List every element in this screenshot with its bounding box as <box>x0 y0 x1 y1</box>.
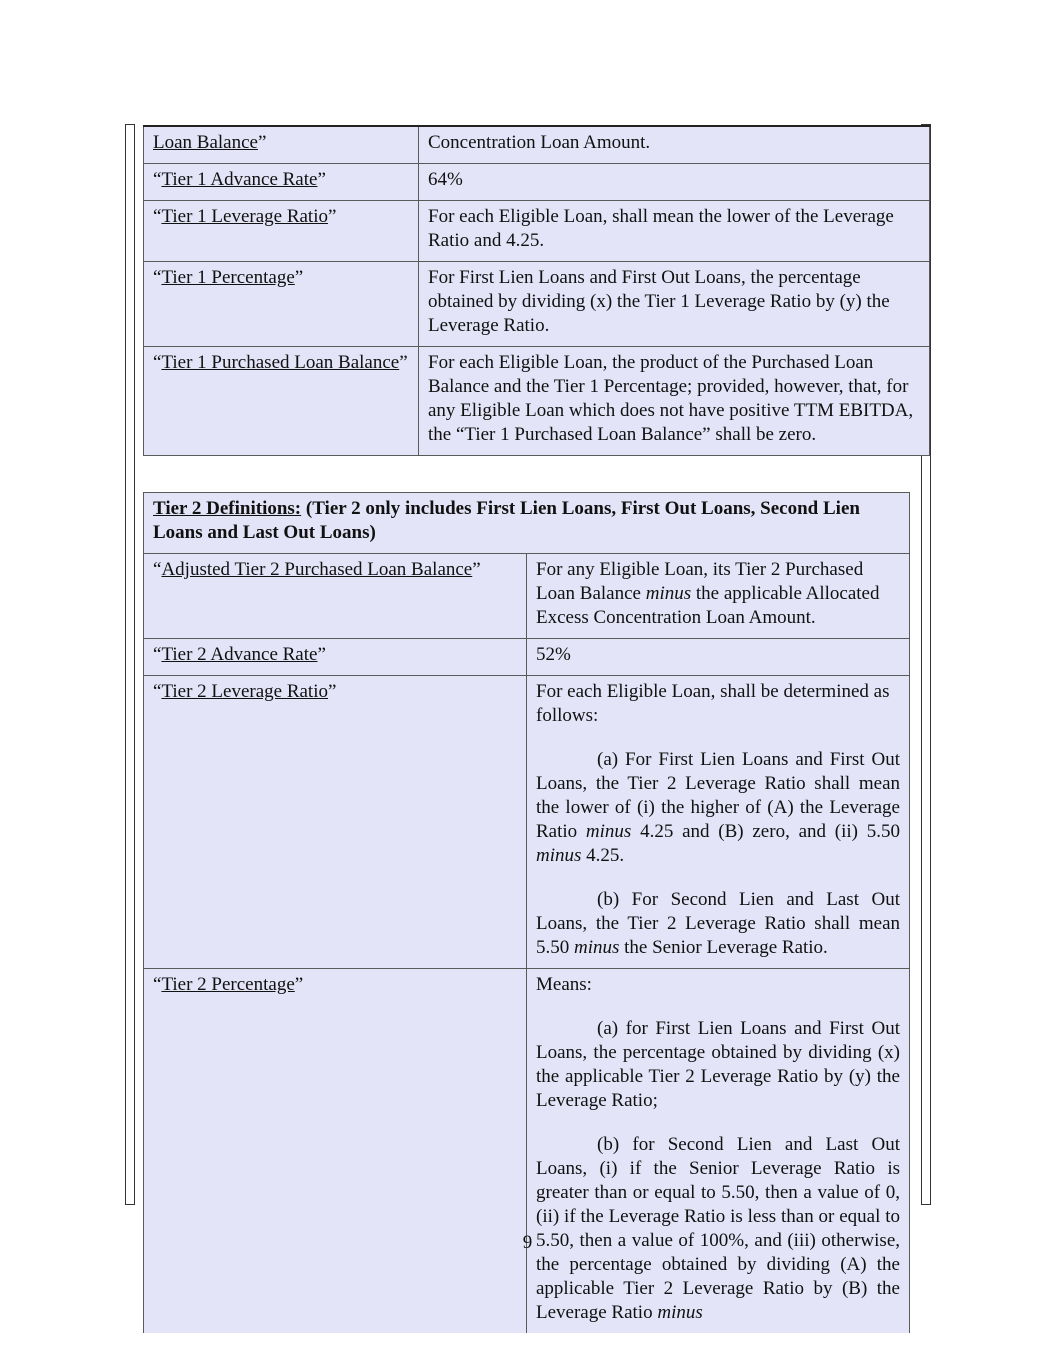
definition-clause-a: (a) for First Lien Loans and First Out Loans, the percentage obtained by dividing (x) the applicable Tier 2 Leverage Ratio by (y) the Leverage Ratio; <box>536 1018 900 1111</box>
tier2-header-note: (Tier 2 only includes First Lien Loans, First Out Loans, Second Lien Loans and Last Out Loans) <box>153 498 860 543</box>
table-row <box>144 969 910 1334</box>
term-cell: “Tier 1 Purchased Loan Balance” <box>144 347 419 456</box>
definition-cell: 64% <box>419 164 930 201</box>
definition-cell: For First Lien Loans and First Out Loans, the percentage obtained by dividing (x) the Tier 1 Leverage Ratio by (y) the Leverage Ratio. <box>419 262 930 347</box>
tier2-header-title: Tier 2 Definitions: <box>153 498 302 519</box>
tier2-header <box>144 493 910 554</box>
definition-intro: For each Eligible Loan, shall be determined as follows: <box>536 681 890 726</box>
definition-cell: 52% <box>527 639 910 676</box>
term-link: Loan Balance <box>153 132 258 153</box>
table-row <box>144 347 930 456</box>
term-link: Tier 2 Advance Rate <box>161 644 318 665</box>
definition-clause-b: (b) for Second Lien and Last Out Loans, (i) if the Senior Leverage Ratio is greater than or equal to 5.50, then a value of 0, (ii) if the Leverage Ratio is less than or equal to 5.50, then a value of 100%, and (iii) otherwise, the percentage obtained by dividing (A) the applicable Tier 2 Leverage Ratio by (B) the Leverage Ratio minus <box>536 1134 900 1323</box>
tier2-definitions-table <box>143 492 910 1333</box>
term-link: Tier 1 Leverage Ratio <box>161 206 328 227</box>
term-link: Tier 1 Advance Rate <box>161 169 318 190</box>
definition-cell: For each Eligible Loan, the product of the Purchased Loan Balance and the Tier 1 Percentage; provided, however, that, for any Eligible Loan which does not have positive TTM EBITDA, the “Tier 1 Purchased Loan Balance” shall be zero. <box>419 347 930 456</box>
table-row <box>144 126 930 164</box>
table-row <box>144 262 930 347</box>
page-number: 9 <box>522 1232 533 1253</box>
definition-intro: Means: <box>536 974 592 995</box>
table-row <box>144 639 910 676</box>
definition-cell: For each Eligible Loan, shall mean the lower of the Leverage Ratio and 4.25. <box>419 201 930 262</box>
definition-cell: Concentration Loan Amount. <box>419 126 930 164</box>
term-cell: “Adjusted Tier 2 Purchased Loan Balance” <box>144 554 527 639</box>
term-cell: “Tier 1 Leverage Ratio” <box>144 201 419 262</box>
term-link: Adjusted Tier 2 Purchased Loan Balance <box>161 559 473 580</box>
definition-cell: For any Eligible Loan, its Tier 2 Purchased Loan Balance minus the applicable Allocated Excess Concentration Loan Amount. <box>527 554 910 639</box>
table-row <box>144 554 910 639</box>
term-cell: “Tier 1 Percentage” <box>144 262 419 347</box>
document-body <box>125 124 931 1323</box>
definition-clause-b: (b) For Second Lien and Last Out Loans, the Tier 2 Leverage Ratio shall mean 5.50 minus the Senior Leverage Ratio. <box>536 889 900 958</box>
table-header-row <box>144 493 910 554</box>
term-link: Tier 1 Purchased Loan Balance <box>161 352 400 373</box>
table-row <box>144 201 930 262</box>
definition-clause-a: (a) For First Lien Loans and First Out Loans, the Tier 2 Leverage Ratio shall mean the lower of (i) the higher of (A) the Leverage Ratio minus 4.25 and (B) zero, and (ii) 5.50 minus 4.25. <box>536 749 900 866</box>
term-link: Tier 2 Percentage <box>161 974 295 995</box>
definition-cell <box>527 676 910 969</box>
term-cell: “Tier 2 Leverage Ratio” <box>144 676 527 969</box>
term-link: Tier 1 Percentage <box>161 267 295 288</box>
tier1-definitions-table <box>143 125 930 456</box>
definition-cell <box>527 969 910 1334</box>
term-cell: Loan Balance” <box>144 126 419 164</box>
term-link: Tier 2 Leverage Ratio <box>161 681 328 702</box>
table-row <box>144 164 930 201</box>
term-cell: “Tier 1 Advance Rate” <box>144 164 419 201</box>
table-row <box>144 676 910 969</box>
term-cell: “Tier 2 Advance Rate” <box>144 639 527 676</box>
term-cell: “Tier 2 Percentage” <box>144 969 527 1334</box>
